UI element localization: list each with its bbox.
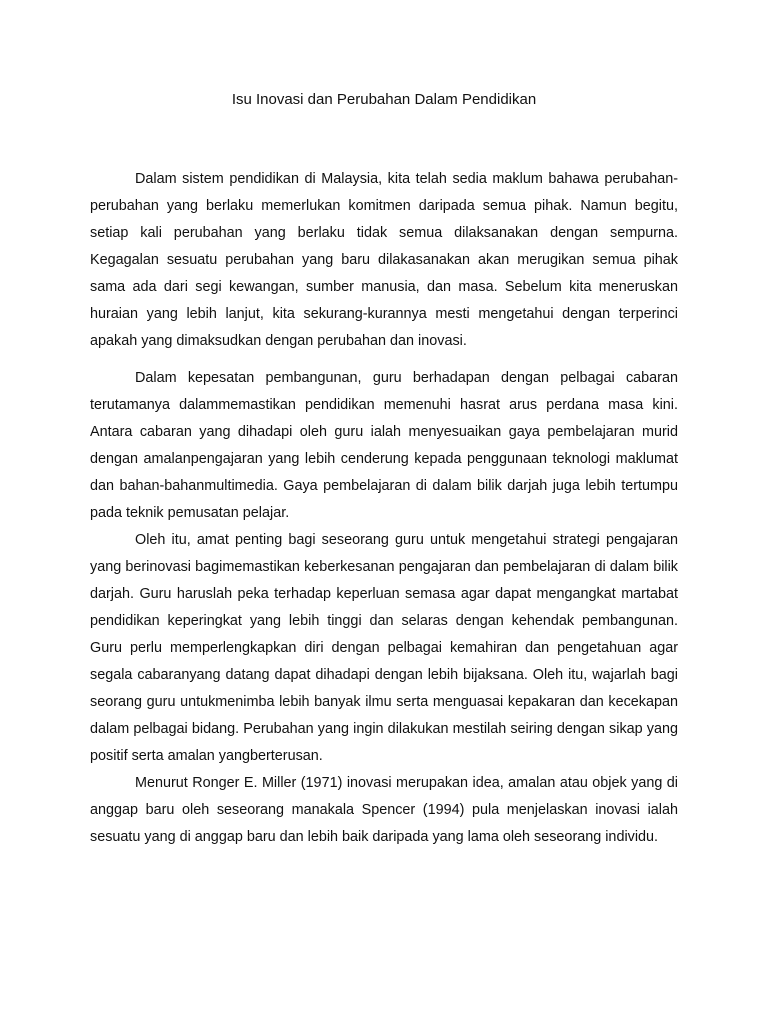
paragraph-3: Oleh itu, amat penting bagi seseorang guru untuk mengetahui strategi pengajaran yang berinovasi bagimemastikan keberkesanan pengajaran dan pembelajaran di dalam bilik darjah. Guru haruslah peka terhadap keperluan semasa agar dapat mengangkat martabat pendidikan keperingkat yang lebih tinggi dan selaras dengan kehendak pembangunan. Guru perlu memperlengkapkan diri dengan pelbagai kemahiran dan pengetahuan agar segala cabaranyang datang dapat dihadapi dengan lebih bijaksana. Oleh itu, wajarlah bagi seorang guru untukmenimba lebih banyak ilmu serta menguasai kepakaran dan kecekapan dalam pelbagai bidang. Perubahan yang ingin dilakukan mestilah seiring dengan sikap yang positif serta amalan yangberterusan. bbox=[90, 532, 678, 764]
document-body bbox=[90, 166, 678, 851]
document-title: Isu Inovasi dan Perubahan Dalam Pendidikan bbox=[231, 91, 537, 108]
paragraph-2: Dalam kepesatan pembangunan, guru berhadapan dengan pelbagai cabaran terutamanya dalammemastikan pendidikan memenuhi hasrat arus perdana masa kini. Antara cabaran yang dihadapi oleh guru ialah menyesuaikan gaya pembelajaran murid dengan amalanpengajaran yang lebih cenderung kepada penggunaan teknologi maklumat dan bahan-bahanmultimedia. Gaya pembelajaran di dalam bilik darjah juga lebih tertumpu pada teknik pemusatan pelajar. bbox=[90, 370, 678, 521]
paragraph-4: Menurut Ronger E. Miller (1971) inovasi merupakan idea, amalan atau objek yang di anggap baru oleh seseorang manakala Spencer (1994) pula menjelaskan inovasi ialah sesuatu yang di anggap baru dan lebih baik daripada yang lama oleh seseorang individu. bbox=[90, 775, 678, 845]
paragraph-1: Dalam sistem pendidikan di Malaysia, kita telah sedia maklum bahawa perubahan-perubahan yang berlaku memerlukan komitmen daripada semua pihak. Namun begitu, setiap kali perubahan yang berlaku tidak semua dilaksanakan dengan sempurna. Kegagalan sesuatu perubahan yang baru dilakasanakan akan merugikan semua pihak sama ada dari segi kewangan, sumber manusia, dan masa. Sebelum kita meneruskan huraian yang lebih lanjut, kita sekurang-kurannya mesti mengetahui dengan terperinci apakah yang dimaksudkan dengan perubahan dan inovasi. bbox=[90, 171, 678, 349]
